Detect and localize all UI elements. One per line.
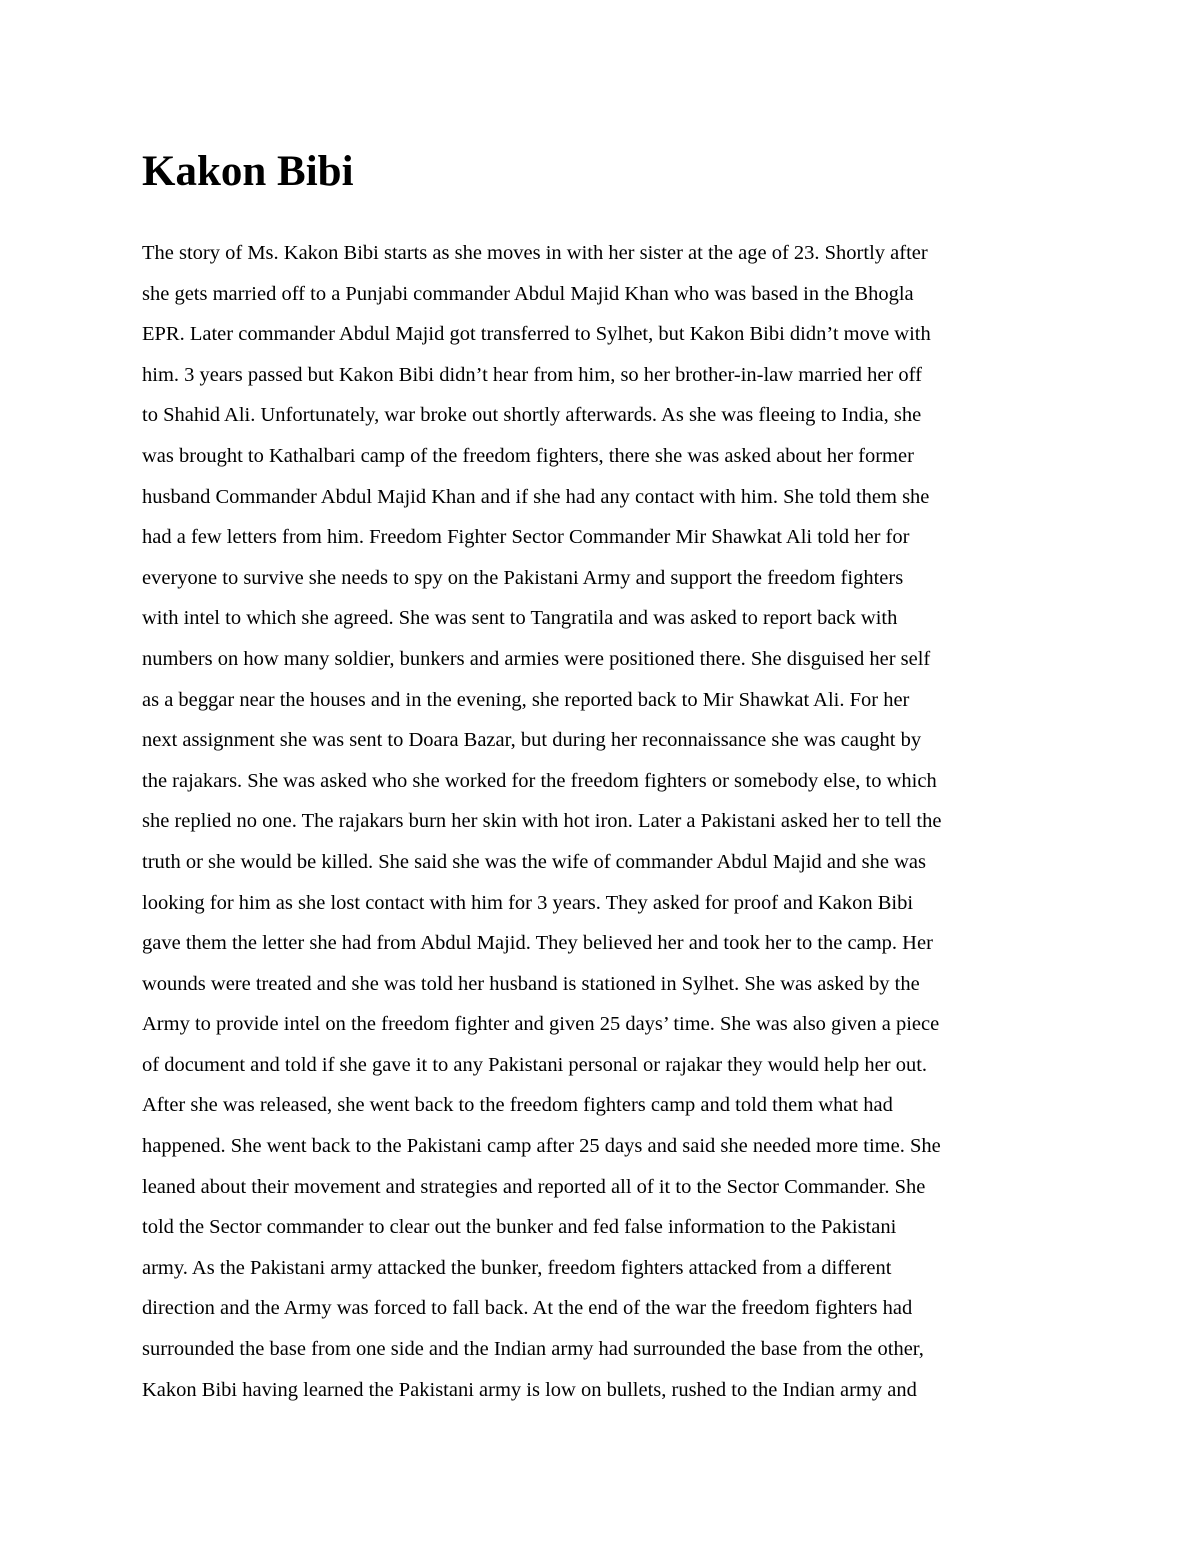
body-line: was brought to Kathalbari camp of the freedom fighters, there she was asked about her former xyxy=(142,444,914,467)
body-line: next assignment she was sent to Doara Bazar, but during her reconnaissance she was caught by xyxy=(142,729,922,752)
body-line: with intel to which she agreed. She was sent to Tangratila and was asked to report back with xyxy=(142,607,898,630)
body-line: After she was released, she went back to the freedom fighters camp and told them what had xyxy=(142,1094,893,1117)
body-line: surrounded the base from one side and the Indian army had surrounded the base from the other, xyxy=(142,1338,924,1361)
body-line: happened. She went back to the Pakistani camp after 25 days and said she needed more time. She xyxy=(142,1135,941,1158)
body-line: the rajakars. She was asked who she worked for the freedom fighters or somebody else, to which xyxy=(142,769,937,792)
body-line: Army to provide intel on the freedom fighter and given 25 days’ time. She was also given a piece xyxy=(142,1013,940,1036)
body-line: wounds were treated and she was told her husband is stationed in Sylhet. She was asked by the xyxy=(142,972,920,995)
body-line: EPR. Later commander Abdul Majid got transferred to Sylhet, but Kakon Bibi didn’t move with xyxy=(142,323,931,346)
body-line: him. 3 years passed but Kakon Bibi didn’t hear from him, so her brother-in-law married her off xyxy=(142,363,922,386)
body-line: Kakon Bibi having learned the Pakistani army is low on bullets, rushed to the Indian army and xyxy=(142,1378,917,1401)
body-line: to Shahid Ali. Unfortunately, war broke out shortly afterwards. As she was fleeing to India, she xyxy=(142,404,922,427)
body-line: truth or she would be killed. She said she was the wife of commander Abdul Majid and she was xyxy=(142,850,926,873)
body-line: leaned about their movement and strategies and reported all of it to the Sector Commander. She xyxy=(142,1175,926,1198)
body-line: told the Sector commander to clear out the bunker and fed false information to the Pakistani xyxy=(142,1216,897,1239)
body-line: had a few letters from him. Freedom Fighter Sector Commander Mir Shawkat Ali told her for xyxy=(142,526,910,549)
body-line: of document and told if she gave it to any Pakistani personal or rajakar they would help her out. xyxy=(142,1053,928,1076)
body-line: everyone to survive she needs to spy on the Pakistani Army and support the freedom fighters xyxy=(142,566,904,589)
body-line: she replied no one. The rajakars burn her skin with hot iron. Later a Pakistani asked her to tell the xyxy=(142,810,942,833)
document-body xyxy=(142,233,1072,1410)
body-line: gave them the letter she had from Abdul Majid. They believed her and took her to the camp. Her xyxy=(142,932,933,955)
body-line: she gets married off to a Punjabi commander Abdul Majid Khan who was based in the Bhogla xyxy=(142,282,914,305)
body-line: direction and the Army was forced to fall back. At the end of the war the freedom fighters had xyxy=(142,1297,913,1320)
body-line: army. As the Pakistani army attacked the bunker, freedom fighters attacked from a different xyxy=(142,1256,892,1279)
body-line: husband Commander Abdul Majid Khan and if she had any contact with him. She told them she xyxy=(142,485,930,508)
body-line: numbers on how many soldier, bunkers and armies were positioned there. She disguised her self xyxy=(142,647,931,670)
body-line: as a beggar near the houses and in the evening, she reported back to Mir Shawkat Ali. For her xyxy=(142,688,910,711)
document-title: Kakon Bibi xyxy=(142,148,354,195)
body-line: looking for him as she lost contact with him for 3 years. They asked for proof and Kakon Bibi xyxy=(142,891,914,914)
body-line: The story of Ms. Kakon Bibi starts as she moves in with her sister at the age of 23. Shortly after xyxy=(142,242,928,264)
